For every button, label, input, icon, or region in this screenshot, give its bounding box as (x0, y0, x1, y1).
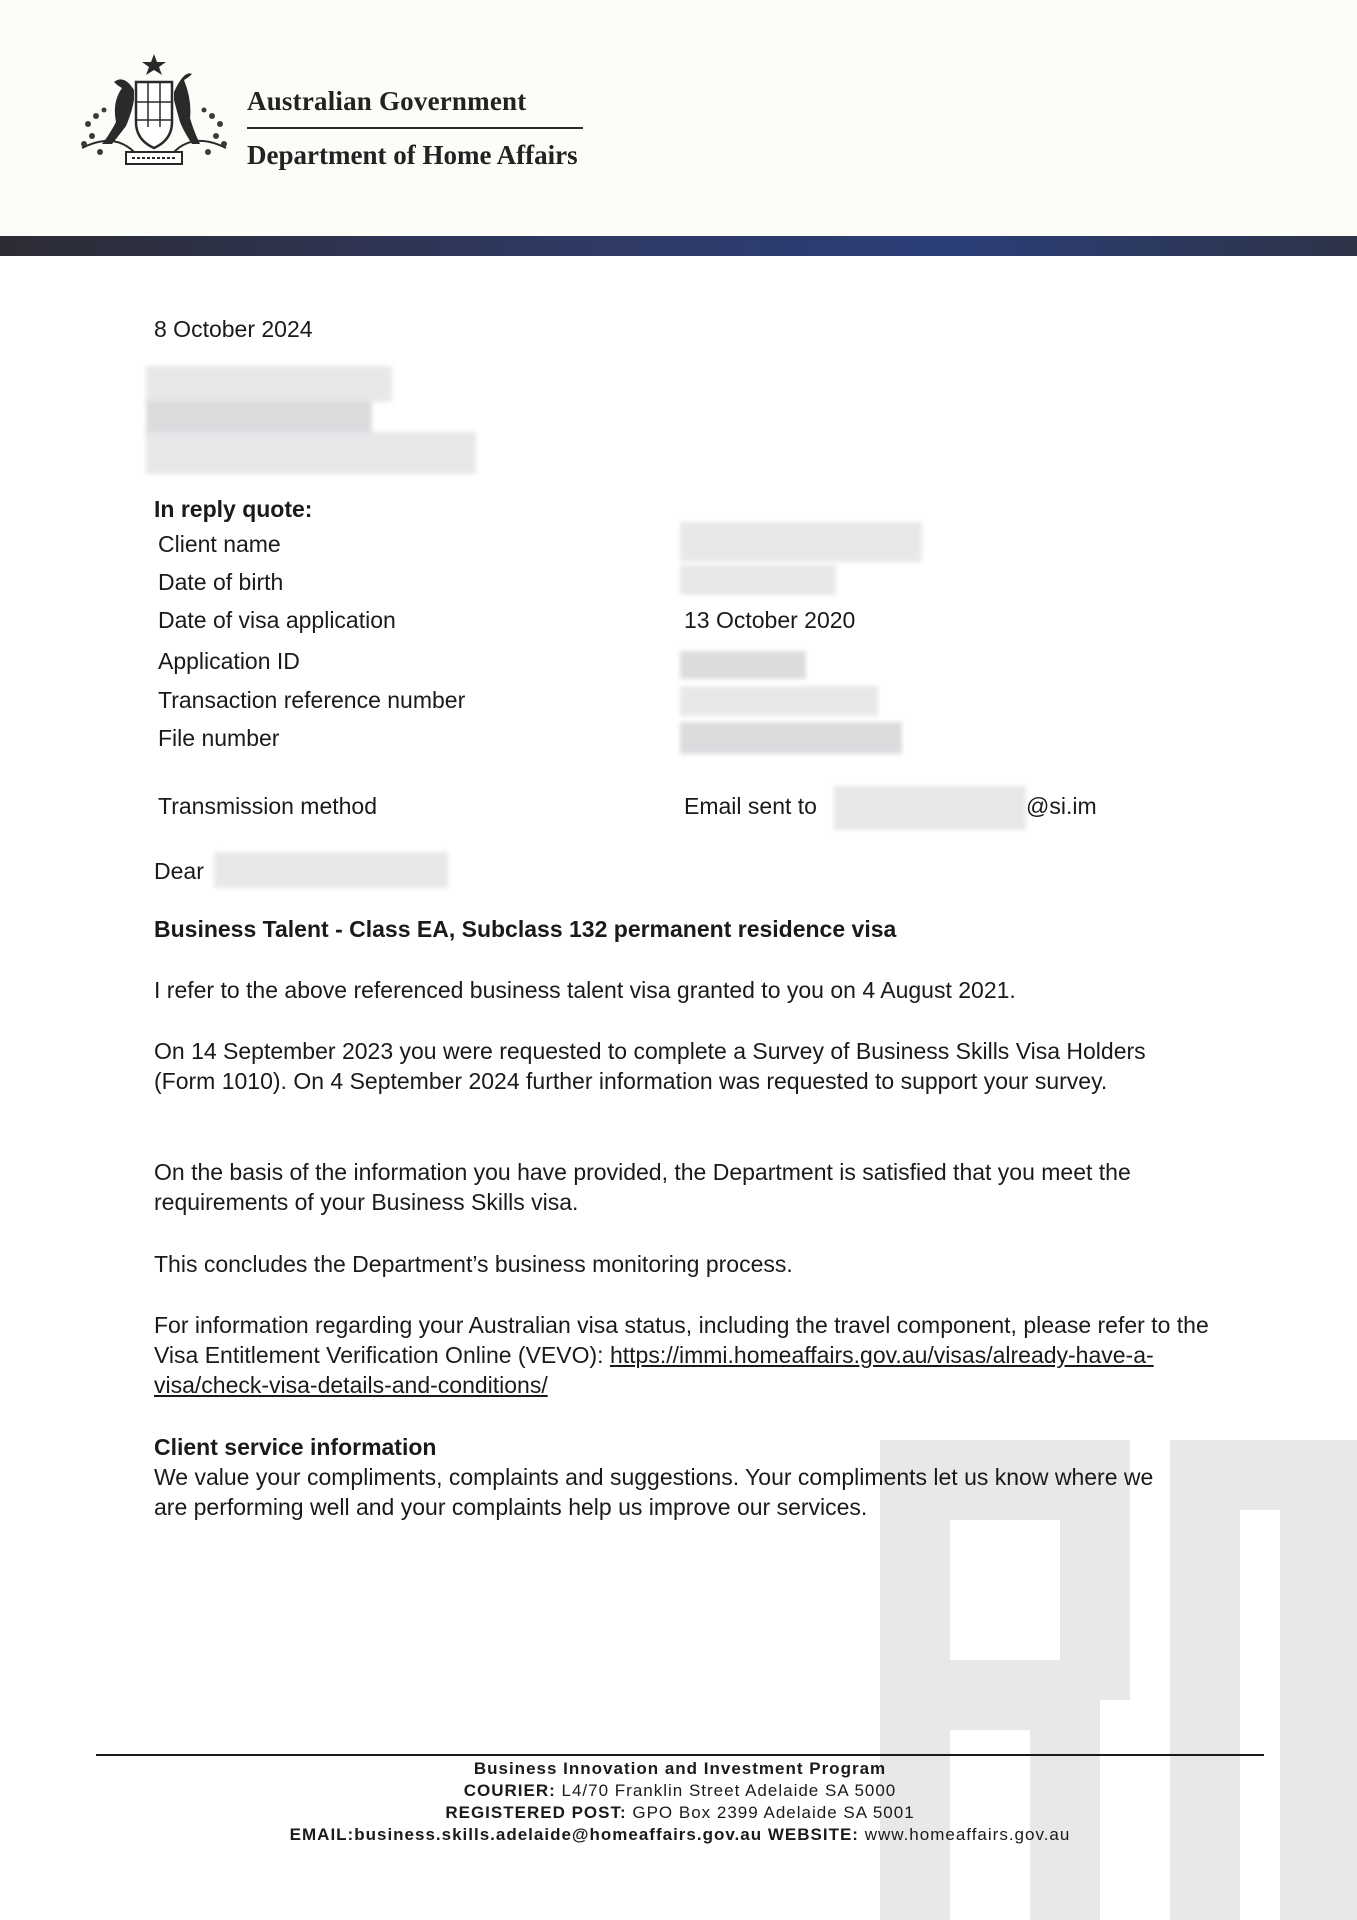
field-value-redaction (680, 722, 902, 754)
post-label: REGISTERED POST: (445, 1803, 627, 1822)
email-label: EMAIL: (289, 1825, 355, 1844)
field-value-redaction (680, 522, 922, 562)
department-name: Department of Home Affairs (247, 140, 578, 170)
subject-line: Business Talent - Class EA, Subclass 132 permanent residence visa (154, 916, 897, 942)
address-redaction (146, 400, 372, 436)
letterhead-divider (247, 127, 583, 129)
body-paragraph: This concludes the Department’s business monitoring process. (154, 1251, 793, 1277)
email-redaction (834, 786, 1026, 830)
courier-label: COURIER: (463, 1781, 556, 1800)
vevo-text: For information regarding your Australian visa status, including the travel component, please refer to the Visa Entitlement Verification Online (VEVO): (154, 1312, 1209, 1368)
footer-courier (96, 1780, 1264, 1802)
email-value[interactable]: business.skills.adelaide@homeaffairs.gov.au (354, 1825, 763, 1844)
field-label: Date of birth (158, 569, 284, 595)
client-service-heading: Client service information (154, 1434, 437, 1460)
vevo-paragraph (154, 1310, 1214, 1400)
transmission-prefix: Email sent to (684, 793, 817, 819)
footer-program: Business Innovation and Investment Program (473, 1759, 887, 1778)
field-label: Application ID (158, 648, 300, 674)
government-name: Australian Government (247, 86, 527, 116)
field-label: Client name (158, 531, 281, 557)
letter-date: 8 October 2024 (154, 316, 313, 342)
recipient-name-redaction (214, 852, 448, 888)
transmission-suffix: @si.im (1026, 793, 1097, 819)
address-redaction (146, 432, 476, 474)
header-band (0, 236, 1357, 256)
website-value[interactable]: www.homeaffairs.gov.au (858, 1825, 1071, 1844)
coat-of-arms-icon (74, 52, 234, 172)
field-value: 13 October 2020 (684, 607, 856, 633)
field-value-redaction (680, 686, 878, 716)
courier-value: L4/70 Franklin Street Adelaide SA 5000 (555, 1781, 897, 1800)
body-paragraph: I refer to the above referenced business talent visa granted to you on 4 August 2021. (154, 977, 1016, 1003)
footer-contact (96, 1824, 1264, 1846)
body-paragraph: On 14 September 2023 you were requested to complete a Survey of Business Skills Visa Holders (Form 1010). On 4 September 2024 further information was requested to support your survey. (154, 1038, 1146, 1094)
footer (96, 1758, 1264, 1846)
website-label: WEBSITE: (762, 1825, 859, 1844)
footer-divider (96, 1754, 1264, 1756)
address-redaction (146, 366, 392, 402)
reply-quote-heading: In reply quote: (154, 496, 313, 522)
letterhead (0, 0, 1357, 236)
body-paragraph: On the basis of the information you have provided, the Department is satisfied that you meet the requirements of your Business Skills visa. (154, 1159, 1131, 1215)
footer-post (96, 1802, 1264, 1824)
field-value-redaction (680, 565, 836, 595)
transmission-label: Transmission method (158, 793, 378, 819)
client-service-text: We value your compliments, complaints and suggestions. Your compliments let us know where we are performing well and your complaints help us improve our services. (154, 1464, 1154, 1520)
field-label: Date of visa application (158, 607, 396, 633)
post-value: GPO Box 2399 Adelaide SA 5001 (626, 1803, 915, 1822)
vevo-link[interactable]: https://immi.homeaffairs.gov.au/visas/already-have-a-visa/check-visa-details-and-conditions/ (154, 1342, 1154, 1398)
salutation: Dear (154, 858, 204, 884)
field-label: Transaction reference number (158, 687, 466, 713)
field-label: File number (158, 725, 280, 751)
field-value-redaction (680, 651, 806, 679)
